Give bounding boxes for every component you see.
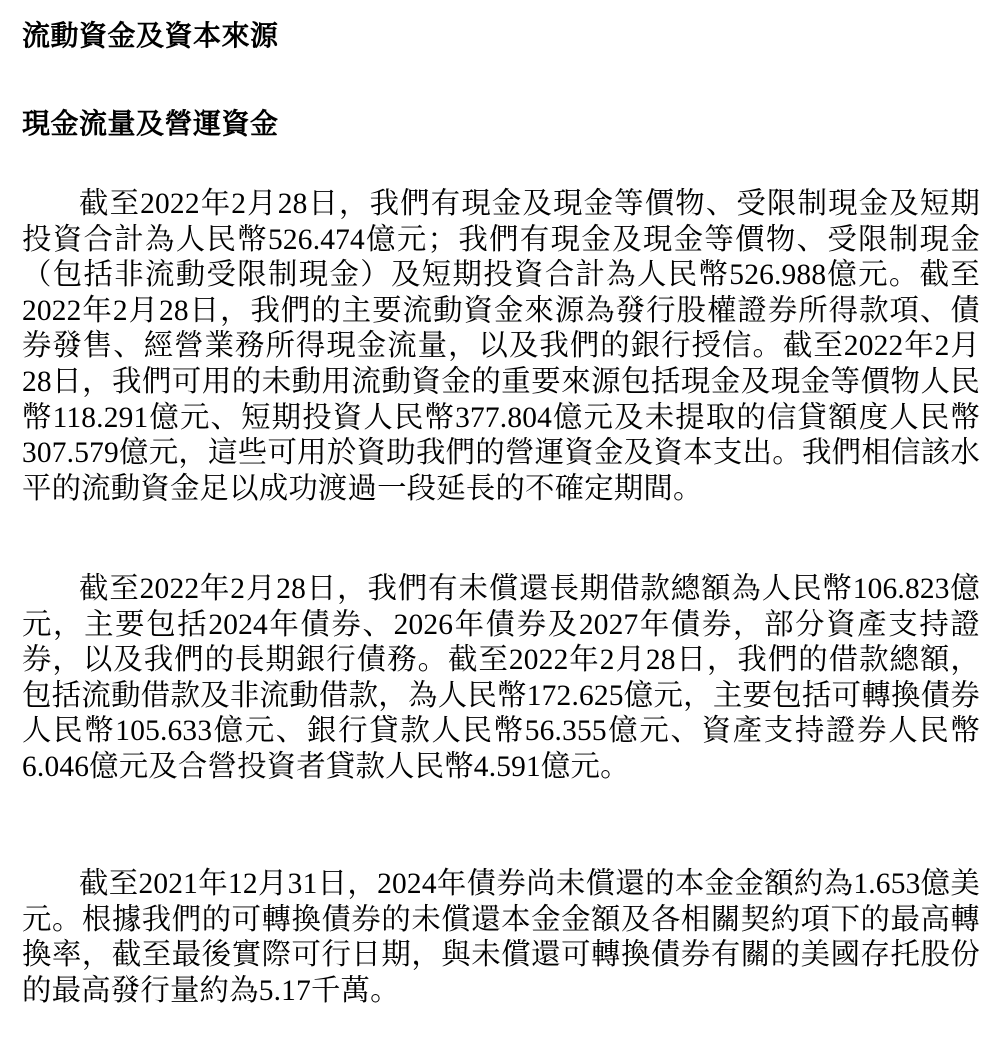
paragraph-borrowings: 截至2022年2月28日，我們有未償還長期借款總額為人民幣106.823億元，主要包括2024年債券、2026年債券及2027年債券，部分資產支持證券，以及我們的長期銀行債務。截至2022年2月28日，我們的借款總額，包括流動借款及非流動借款，為人民幣172.625億元，主要包括可轉換債券人民幣105.633億元、銀行貸款人民幣56.355億元、資產支持證券人民幣6.046億元及合營投資者貸款人民幣4.591億元。 — [22, 573, 980, 783]
paragraph-convertible-notes: 截至2021年12月31日，2024年債券尚未償還的本金金額約為1.653億美元。根據我們的可轉換債券的未償還本金金額及各相關契約項下的最高轉換率，截至最後實際可行日期，與未償還可轉換債券有關的美國存托股份的最高發行量約為5.17千萬。 — [22, 868, 980, 1007]
subsection-title: 現金流量及營運資金 — [22, 107, 279, 140]
section-title: 流動資金及資本來源 — [22, 19, 279, 52]
paragraph-liquidity-sources: 截至2022年2月28日，我們有現金及現金等價物、受限制現金及短期投資合計為人民幣526.474億元；我們有現金及現金等價物、受限制現金（包括非流動受限制現金）及短期投資合計為人民幣526.988億元。截至2022年2月28日，我們的主要流動資金來源為發行股權證券所得款項、債券發售、經營業務所得現金流量，以及我們的銀行授信。截至2022年2月28日，我們可用的未動用流動資金的重要來源包括現金及現金等價物人民幣118.291億元、短期投資人民幣377.804億元及未提取的信貸額度人民幣307.579億元，這些可用於資助我們的營運資金及資本支出。我們相信該水平的流動資金足以成功渡過一段延長的不確定期間。 — [22, 188, 980, 505]
